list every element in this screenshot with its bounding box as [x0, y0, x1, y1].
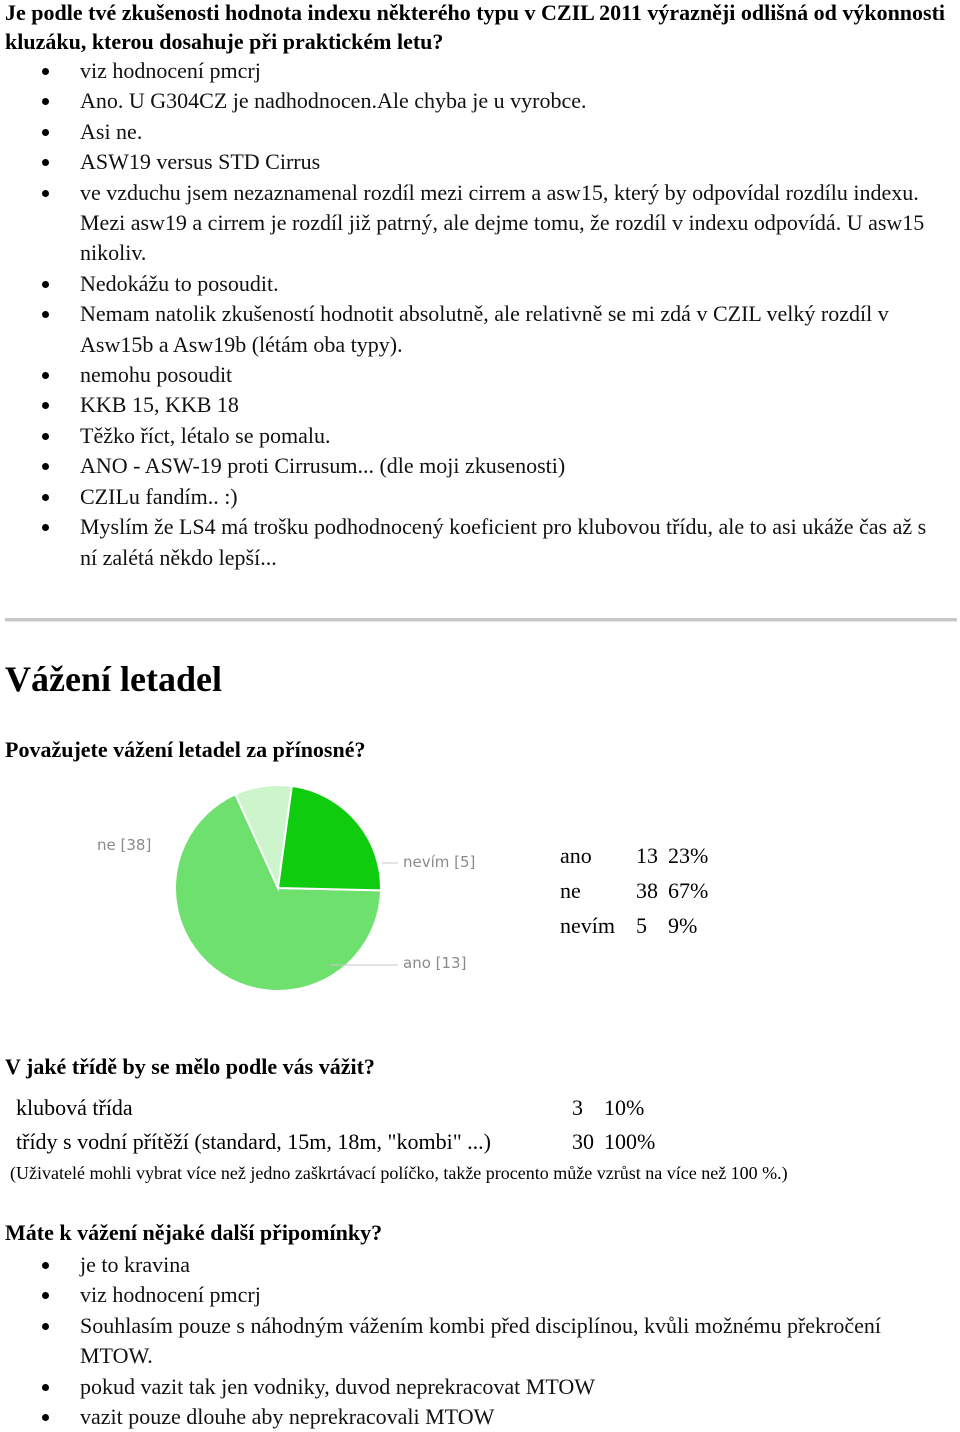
result-percent: 100%: [604, 1129, 656, 1154]
table-row: [560, 908, 708, 943]
pie-chart-svg: [60, 770, 520, 1010]
table-row: [16, 1125, 655, 1159]
list-item: pokud vazit tak jen vodniky, duvod neprekracovat MTOW: [0, 1372, 945, 1402]
pie-slice-ano: [278, 786, 381, 890]
weighing-results-table: [560, 838, 708, 943]
list-item: ve vzduchu jsem nezaznamenal rozdíl mezi cirrem a asw15, který by odpovídal rozdílu indexu. Mezi asw19 a cirrem je rozdíl již patrný, ale dejme tomu, že rozdíl v indexu odpovídá. U asw15 nikoliv.: [0, 178, 945, 269]
list-item: viz hodnocení pmcrj: [0, 1280, 945, 1310]
result-count: 3: [572, 1095, 583, 1120]
pie-label-ne: ne [38]: [97, 836, 152, 854]
result-count: 30: [572, 1129, 594, 1154]
result-count: 13: [636, 843, 658, 868]
list-item: KKB 15, KKB 18: [0, 390, 945, 420]
result-label: třídy s vodní přítěží (standard, 15m, 18m, "kombi" ...): [16, 1129, 492, 1154]
result-count: 38: [636, 878, 658, 903]
list-item: vazit pouze dlouhe aby neprekracovali MTOW: [0, 1402, 945, 1432]
list-item: ASW19 versus STD Cirrus: [0, 147, 945, 177]
list-item: Asi ne.: [0, 117, 945, 147]
result-percent: 9%: [668, 913, 698, 938]
result-label: ano: [560, 843, 592, 868]
result-percent: 67%: [668, 878, 709, 903]
question-title-index: Je podle tvé zkušenosti hodnota indexu některého typu v CZIL 2011 výrazněji odlišná od výkonnosti kluzáku, kterou dosahuje při praktickém letu?: [5, 0, 946, 54]
result-label: ne: [560, 878, 581, 903]
section-divider: [5, 618, 957, 622]
list-item: nemohu posoudit: [0, 360, 945, 390]
list-item: Myslím že LS4 má trošku podhodnocený koeficient pro klubovou třídu, ale to asi ukáže čas až s ní zalétá někdo lepší...: [0, 512, 945, 573]
result-percent: 10%: [604, 1095, 645, 1120]
answer-list-index: [0, 56, 945, 573]
table-row: [560, 873, 708, 908]
table-row: [560, 838, 708, 873]
question-title-comments: Máte k vážení nějaké další připomínky?: [5, 1220, 383, 1245]
list-item: ANO - ASW-19 proti Cirrusum... (dle moji zkusenosti): [0, 451, 945, 481]
list-item: Nedokážu to posoudit.: [0, 269, 945, 299]
list-item: Souhlasím pouze s náhodným vážením kombi před disciplínou, kvůli možnému překročení MTOW.: [0, 1311, 945, 1372]
list-item: je to kravina: [0, 1250, 945, 1280]
class-results-table: [16, 1091, 655, 1159]
pie-label-ano: ano [13]: [403, 954, 467, 972]
question-title-weighing: Považujete vážení letadel za přínosné?: [5, 737, 366, 762]
list-item: CZILu fandím.. :): [0, 482, 945, 512]
result-count: 5: [636, 913, 647, 938]
result-label: nevím: [560, 913, 615, 938]
list-item: Těžko říct, létalo se pomalu.: [0, 421, 945, 451]
question-title-class: V jaké třídě by se mělo podle vás vážit?: [5, 1054, 375, 1079]
result-percent: 23%: [668, 843, 709, 868]
list-item: Nemam natolik zkušeností hodnotit absolutně, ale relativně se mi zdá v CZIL velký rozdíl v Asw15b a Asw19b (létám oba typy).: [0, 299, 945, 360]
pie-chart: [60, 770, 520, 1010]
pie-label-nevím: nevím [5]: [403, 853, 476, 871]
multi-select-note: (Uživatelé mohli vybrat více než jedno zaškrtávací políčko, takže procento může vzrůst na více než 100 %.): [10, 1163, 788, 1183]
answer-list-comments: [0, 1250, 945, 1432]
section-title: Vážení letadel: [5, 659, 222, 699]
list-item: viz hodnocení pmcrj: [0, 56, 945, 86]
table-row: [16, 1091, 655, 1125]
list-item: Ano. U G304CZ je nadhodnocen.Ale chyba je u vyrobce.: [0, 86, 945, 116]
result-label: klubová třída: [16, 1095, 133, 1120]
